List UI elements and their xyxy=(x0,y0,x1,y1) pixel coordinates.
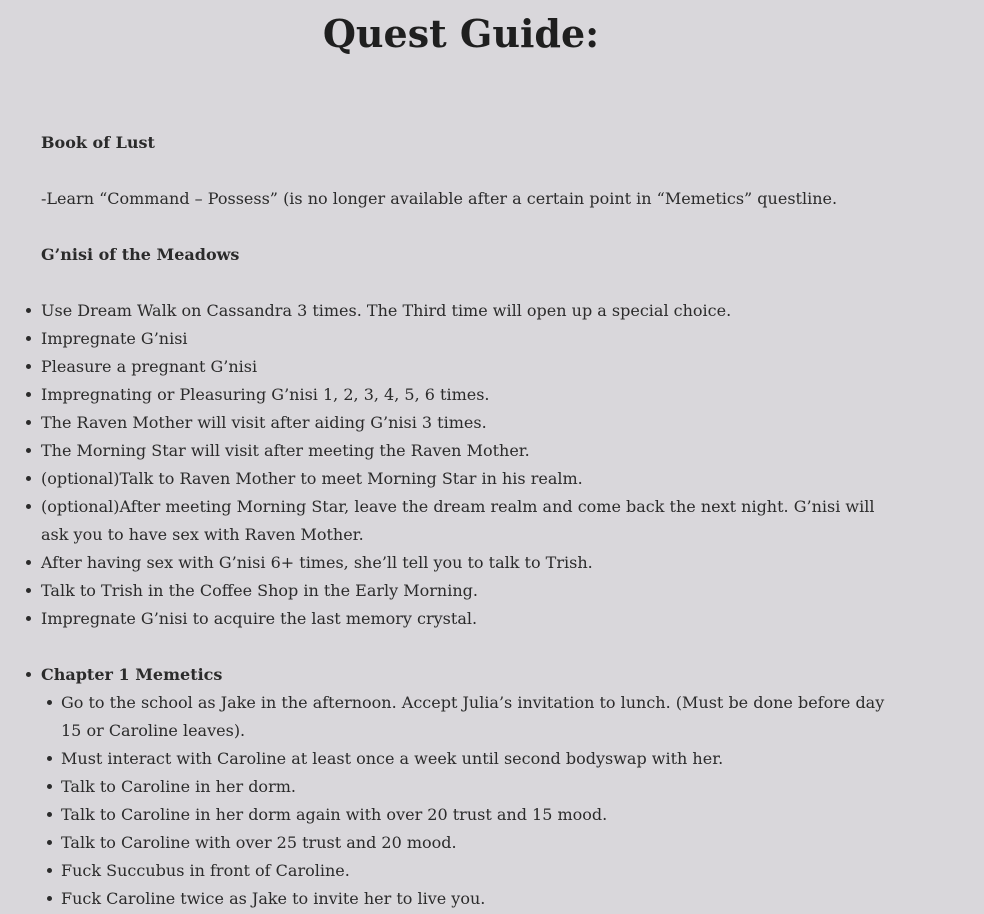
list-item: After having sex with G’nisi 6+ times, she’ll tell you to talk to Trish. xyxy=(41,549,891,577)
list-item: The Morning Star will visit after meeting the Raven Mother. xyxy=(41,437,891,465)
spacer xyxy=(41,213,891,241)
list-item: Talk to Trish in the Coffee Shop in the Early Morning. xyxy=(41,577,891,605)
list-item: Fuck Succubus in front of Caroline. xyxy=(61,857,891,885)
quest-guide-content xyxy=(41,129,891,913)
chapter-1-heading: Chapter 1 Memetics xyxy=(41,665,223,684)
chapter-1-quest-list xyxy=(61,689,891,913)
gnisi-quest-list xyxy=(41,297,891,633)
list-item: (optional)Talk to Raven Mother to meet Morning Star in his realm. xyxy=(41,465,891,493)
list-item: Talk to Caroline with over 25 trust and 20 mood. xyxy=(61,829,891,857)
chapter-1-item xyxy=(41,661,891,913)
gnisi-heading: G’nisi of the Meadows xyxy=(41,245,240,264)
spacer xyxy=(41,157,891,185)
list-item: Impregnating or Pleasuring G’nisi 1, 2, 3, 4, 5, 6 times. xyxy=(41,381,891,409)
list-item: Pleasure a pregnant G’nisi xyxy=(41,353,891,381)
spacer xyxy=(41,269,891,297)
list-item: Impregnate G’nisi xyxy=(41,325,891,353)
list-item: Fuck Caroline twice as Jake to invite her to live you. xyxy=(61,885,891,913)
book-of-lust-heading: Book of Lust xyxy=(41,133,155,152)
list-item: Impregnate G’nisi to acquire the last memory crystal. xyxy=(41,605,891,633)
list-item: Go to the school as Jake in the afternoon. Accept Julia’s invitation to lunch. (Must be done before day 15 or Caroline leaves). xyxy=(61,689,891,745)
page-title: Quest Guide: xyxy=(322,11,600,56)
spacer xyxy=(41,633,891,661)
book-of-lust-text: -Learn “Command – Possess” (is no longer available after a certain point in “Memetics” questline. xyxy=(41,189,838,208)
list-item: The Raven Mother will visit after aiding G’nisi 3 times. xyxy=(41,409,891,437)
list-item: Talk to Caroline in her dorm. xyxy=(61,773,891,801)
list-item: (optional)After meeting Morning Star, leave the dream realm and come back the next night. G’nisi will ask you to have sex with Raven Mother. xyxy=(41,493,891,549)
list-item: Talk to Caroline in her dorm again with over 20 trust and 15 mood. xyxy=(61,801,891,829)
list-item: Must interact with Caroline at least once a week until second bodyswap with her. xyxy=(61,745,891,773)
list-item: Use Dream Walk on Cassandra 3 times. The Third time will open up a special choice. xyxy=(41,297,891,325)
chapter-list xyxy=(41,661,891,913)
